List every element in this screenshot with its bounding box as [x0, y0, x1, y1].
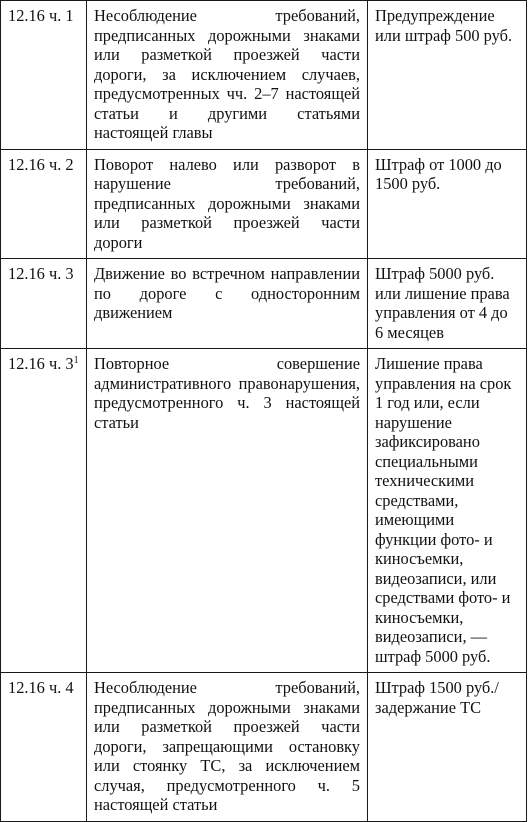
article-cell — [1, 673, 87, 822]
article-number: 12.16 ч. 3 — [8, 264, 74, 283]
violation-description: Несоблюдение требований, предписанных дорожными знаками или разметкой проезжей части дороги, за исключением случаев, предусмотренных чч. 2–7 настоящей статьи и другими статьями настоящей главы — [87, 1, 368, 150]
article-number: 12.16 ч. 2 — [8, 154, 74, 174]
penalty-cell: Штраф 5000 руб. или лишение права управления от 4 до 6 месяцев — [368, 259, 527, 349]
penalty-cell: Предупреждение или штраф 500 руб. — [368, 1, 527, 150]
violation-description: Повторное совершение административного правонарушения, предусмотренного ч. 3 настоящей статьи — [87, 349, 368, 673]
article-cell — [1, 1, 87, 150]
article-cell — [1, 149, 87, 259]
table-row — [1, 673, 527, 822]
article-number: 12.16 ч. 4 — [8, 678, 74, 697]
table-row — [1, 1, 527, 150]
table-row — [1, 149, 527, 259]
article-cell — [1, 259, 87, 349]
violation-description: Поворот налево или разворот в нарушение требований, предписанных дорожными знаками или разметкой проезжей части дороги — [87, 149, 368, 259]
violation-description: Несоблюдение требований, предписанных дорожными знаками или разметкой проезжей части дороги, запрещающими остановку или стоянку ТС, за исключением случая, предусмотренного ч. 5 настоящей статьи — [87, 673, 368, 822]
article-number: 12.16 ч. 1 — [8, 6, 74, 25]
penalty-cell: Лишение права управления на срок 1 год или, если нарушение зафиксировано специальными техническими средствами, имеющими функции фото- и киносъемки, видеозаписи, или средствами фото- и киносъемки, видеозаписи, — штраф 5000 руб. — [368, 349, 527, 673]
table-row — [1, 259, 527, 349]
article-cell — [1, 349, 87, 673]
article-number: 12.16 ч. 3 — [8, 354, 74, 373]
table-row — [1, 349, 527, 673]
violation-description: Движение во встречном направлении по дороге с односторонним движением — [87, 259, 368, 349]
article-superscript: 1 — [73, 355, 79, 366]
penalty-cell: Штраф от 1000 до 1500 руб. — [368, 149, 527, 259]
penalty-cell: Штраф 1500 руб./ задержание ТС — [368, 673, 527, 822]
